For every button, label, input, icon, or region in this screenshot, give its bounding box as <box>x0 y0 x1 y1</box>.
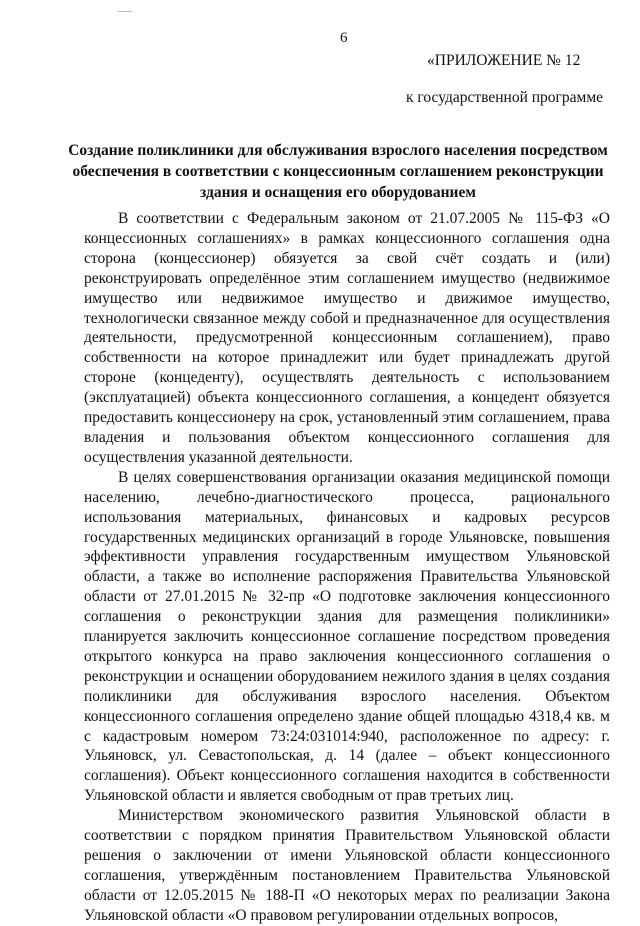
paragraph-1: В соответствии с Федеральным законом от 21.07.2005 № 115-ФЗ «О концессионных соглашениях» в рамках концессионного соглашения одна сторона (концессионер) обязуется за свой счёт создать и (или) реконструировать определённое этим соглашением имущество (недвижимое имущество или недвижимое имущество и движимое имущество, технологически связанное между собой и предназначенное для осуществления деятельности, предусмотренной концессионным соглашением), право собственности на которое принадлежит или будет принадлежать другой стороне (концеденту), осуществлять деятельность с использованием (эксплуатацией) объекта концессионного соглашения, а концедент обязуется предоставить концессионеру на срок, установленный этим соглашением, права владения и пользования объектом концессионного соглашения для осуществления указанной деятельности. <box>84 210 610 466</box>
document-body <box>84 209 610 926</box>
scan-mark <box>118 11 132 12</box>
appendix-subtitle: к государственной программе <box>406 89 604 106</box>
paragraph-3: Министерством экономического развития Ульяновской области в соответствии с порядком принятия Правительством Ульяновской области решения о заключении от имени Ульяновской области концессионного соглашения, утверждённым постановлением Правительства Ульяновской области от 12.05.2015 № 188-П «О некоторых мерах по реализации Закона Ульяновской области «О правовом регулировании отдельных вопросов, <box>84 807 610 924</box>
paragraph-2: В целях совершенствования организации оказания медицинской помощи населению, лечебно-диагностического процесса, рационального использования материальных, финансовых и кадровых ресурсов государственных медицинских организаций в городе Ульяновске, повышения эффективности управления государственным имуществом Ульяновской области, а также во исполнение распоряжения Правительства Ульяновской области от 27.01.2015 № 32-пр «О подготовке заключения концессионного соглашения о реконструкции здания для размещения поликлиники» планируется заключить концессионное соглашение посредством проведения открытого конкурса на право заключения концессионного соглашения о реконструкции и оснащении оборудованием нежилого здания в целях создания поликлиники для обслуживания взрослого населения. Объектом концессионного соглашения определено здание общей площадью 4318,4 кв. м с кадастровым номером 73:24:031014:940, расположенное по адресу: г. Ульяновск, ул. Севастопольская, д. 14 (далее – объект концессионного соглашения). Объект концессионного соглашения находится в собственности Ульяновской области и является свободным от прав третьих лиц. <box>84 468 610 805</box>
appendix-title: «ПРИЛОЖЕНИЕ № 12 <box>427 52 581 69</box>
page-number: 6 <box>340 30 348 46</box>
document-title: Создание поликлиники для обслуживания взрослого населения посредством обеспечения в соответствии с концессионным соглашением реконструкции здания и оснащения его оборудованием <box>68 142 608 201</box>
